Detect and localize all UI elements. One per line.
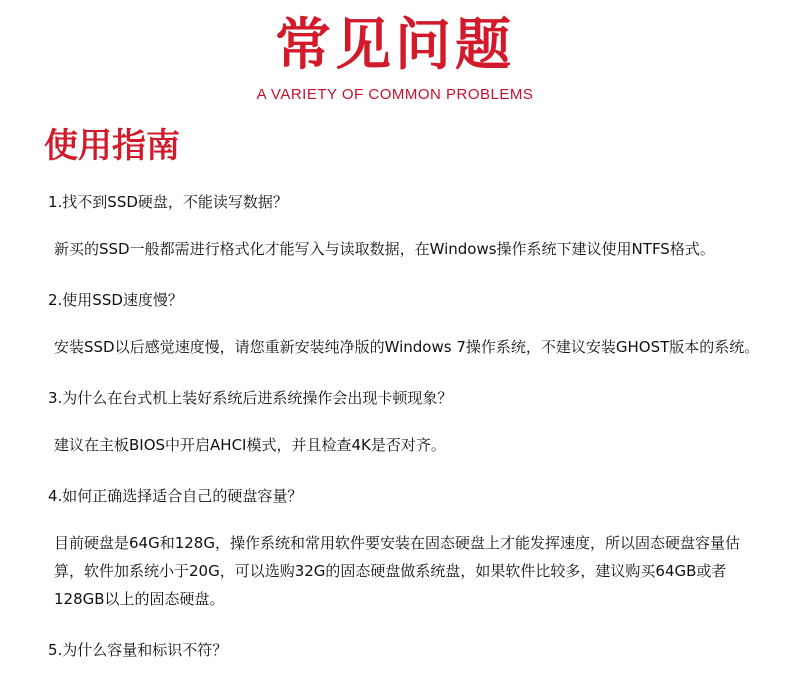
faq-answer-2: 安装SSD以后感觉速度慢，请您重新安装纯净版的Windows 7操作系统，不建议安装GHOST版本的系统。 xyxy=(54,338,760,356)
faq-answer-4: 目前硬盘是64G和128G，操作系统和常用软件要安装在固态硬盘上才能发挥速度，所以固态硬盘容量估算，软件加系统小于20G，可以选购32G的固态硬盘做系统盘，如果软件比较多，建议购买64GB或者128GB以上的固态硬盘。 xyxy=(54,534,740,608)
page-subtitle: A VARIETY OF COMMON PROBLEMS xyxy=(256,86,534,103)
faq-question-4: 4.如何正确选择适合自己的硬盘容量？ xyxy=(48,487,303,505)
faq-list xyxy=(48,185,768,667)
faq-answer-1: 新买的SSD一般都需进行格式化才能写入与读取数据，在Windows操作系统下建议使用NTFS格式。 xyxy=(54,240,715,258)
faq-answer-3: 建议在主板BIOS中开启AHCI模式，并且检查4K是否对齐。 xyxy=(54,436,446,454)
faq-question-2: 2.使用SSD速度慢？ xyxy=(48,291,183,309)
faq-question-1: 1.找不到SSD硬盘，不能读写数据？ xyxy=(48,193,288,211)
section-title: 使用指南 xyxy=(44,126,180,166)
page-header xyxy=(0,0,790,110)
faq-question-3: 3.为什么在台式机上装好系统后进系统操作会出现卡顿现象？ xyxy=(48,389,453,407)
page-title: 常见问题 xyxy=(275,13,515,78)
faq-question-5: 5.为什么容量和标识不符？ xyxy=(48,641,228,659)
